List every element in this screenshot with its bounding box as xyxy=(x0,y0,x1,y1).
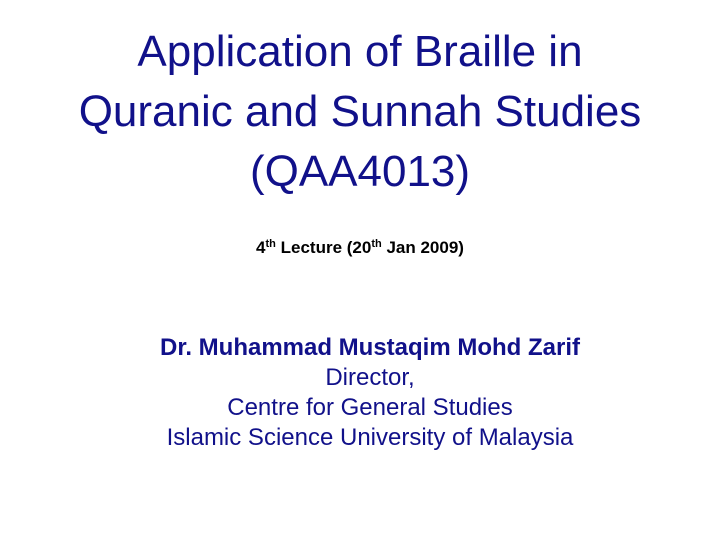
title-line-3: (QAA4013) xyxy=(249,147,471,196)
lecture-number-suffix: th xyxy=(265,238,276,250)
lecture-label: Lecture (20 xyxy=(275,238,372,257)
lecture-day-suffix: th xyxy=(371,238,382,250)
author-department: Centre for General Studies xyxy=(227,394,513,421)
author-position: Director, xyxy=(325,364,415,391)
lecture-number: 4 xyxy=(256,238,266,257)
lecture-info xyxy=(0,238,720,258)
author-institution: Islamic Science University of Malaysia xyxy=(166,424,574,451)
lecture-date-rest: Jan 2009) xyxy=(381,238,464,257)
title-line-1: Application of Braille in xyxy=(137,27,583,76)
author-name: Dr. Muhammad Mustaqim Mohd Zarif xyxy=(159,334,581,361)
author-block xyxy=(0,333,720,453)
title-line-2: Quranic and Sunnah Studies xyxy=(78,87,642,136)
slide-title xyxy=(0,22,720,202)
